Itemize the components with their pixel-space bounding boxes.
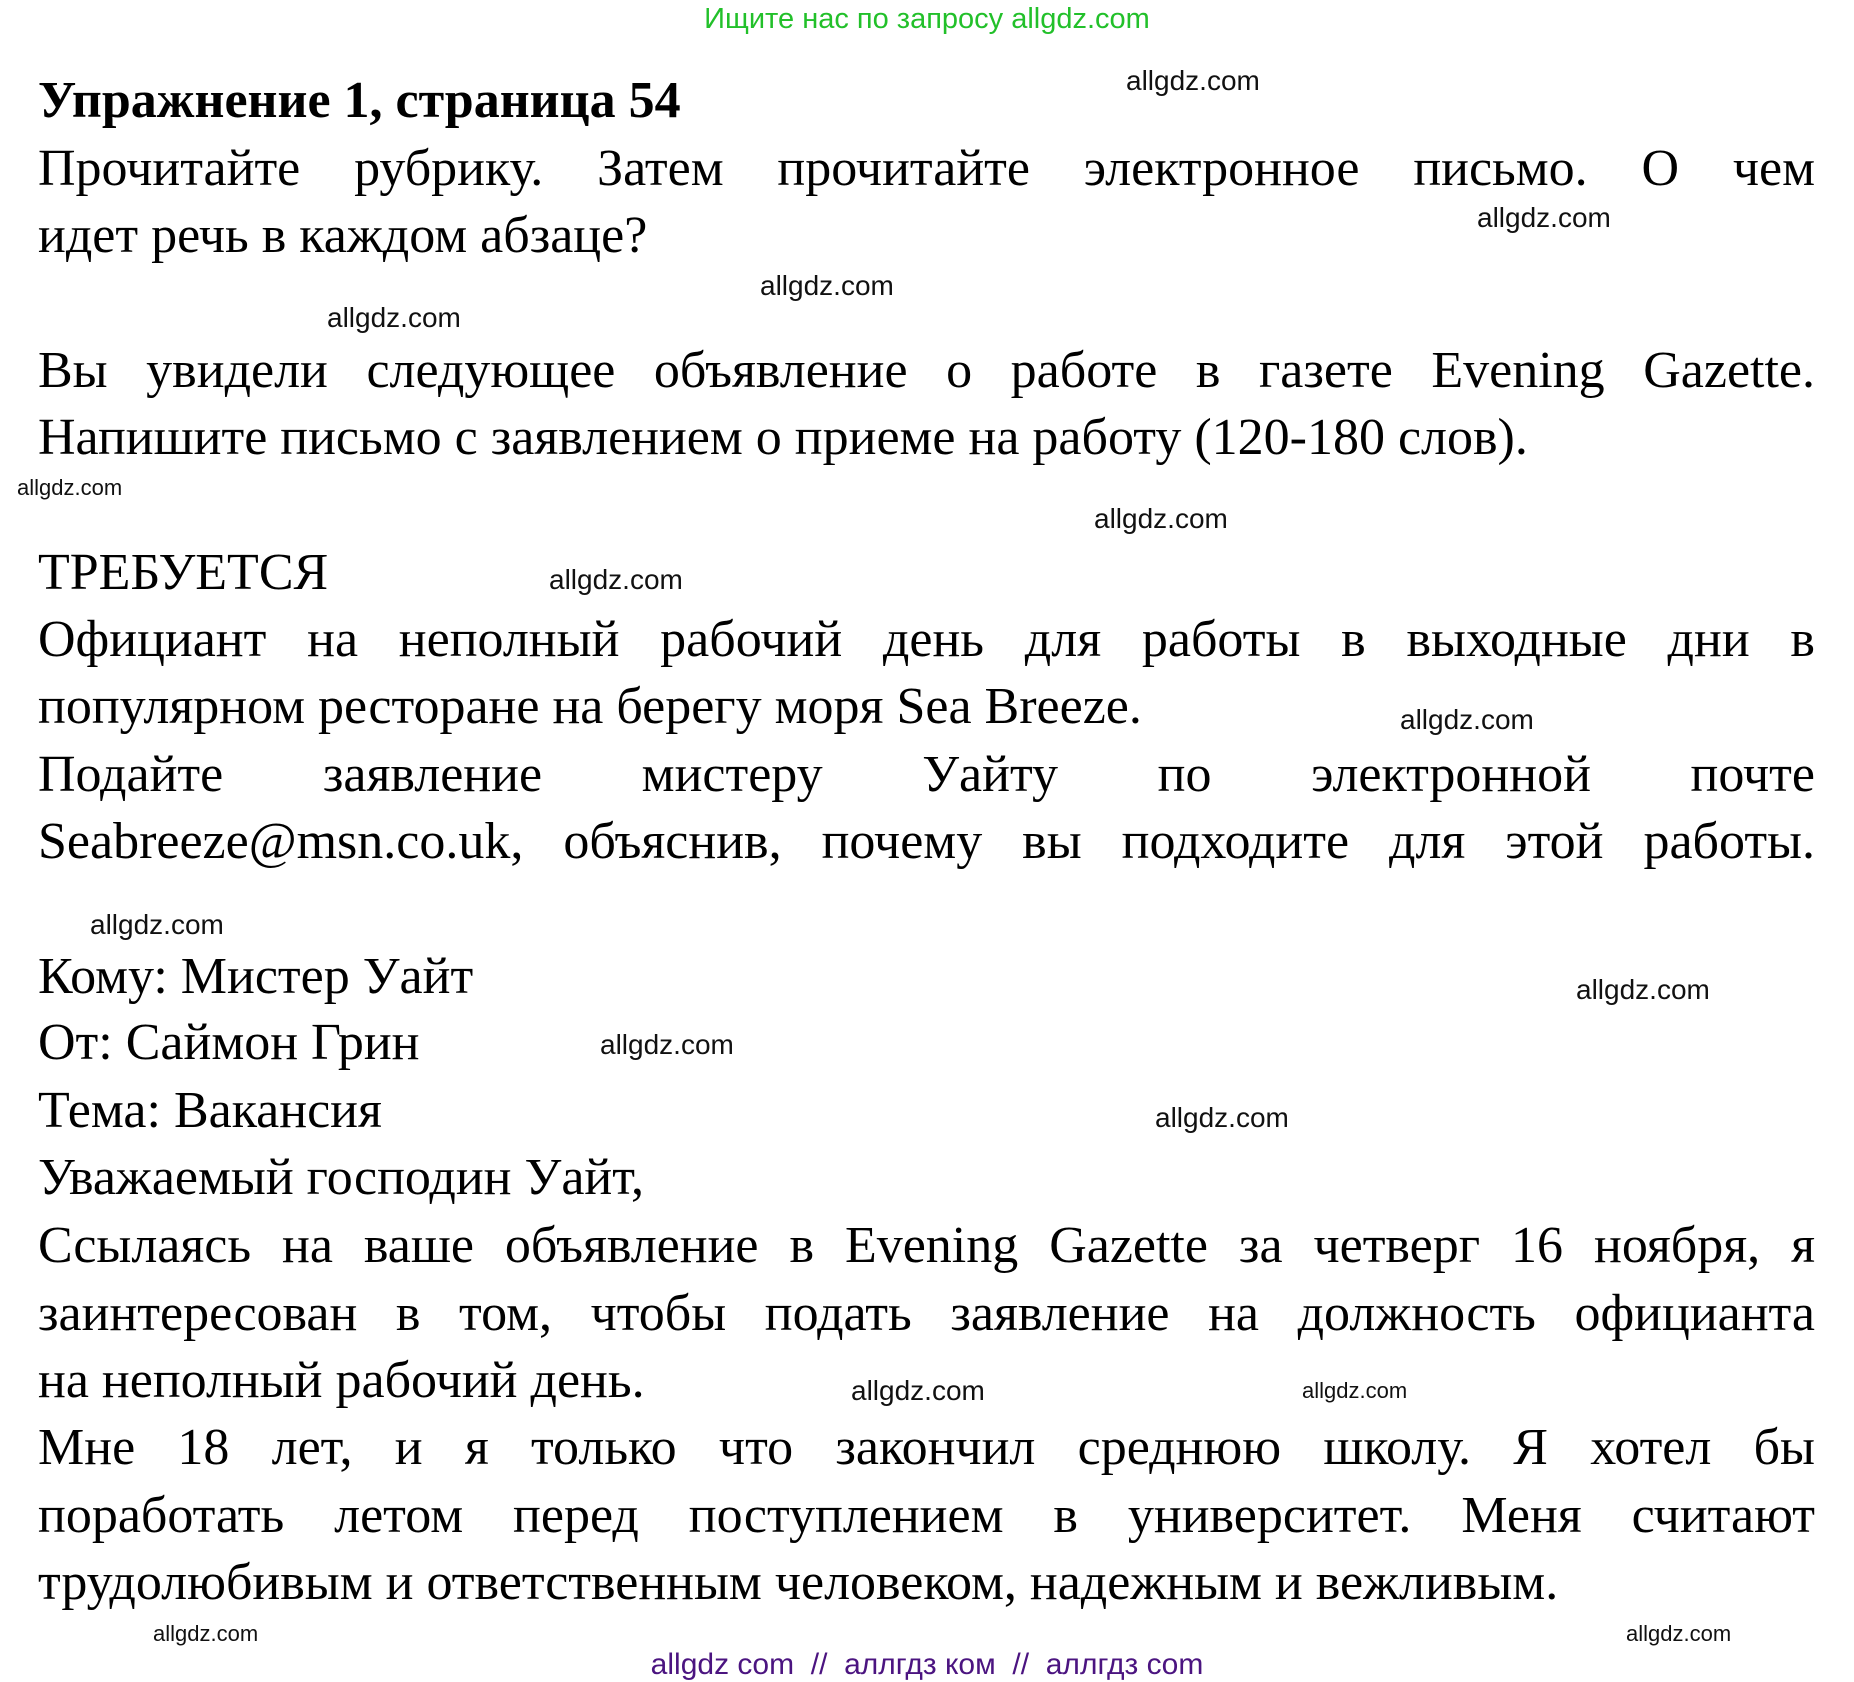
ad-line: популярном ресторане на берегу моря Sea Breeze. xyxy=(38,678,1142,735)
watermark: allgdz.com xyxy=(1400,704,1534,735)
watermark: allgdz.com xyxy=(1576,974,1710,1005)
instruction-line: Прочитайте рубрику. Затем прочитайте электронное письмо. О чем xyxy=(38,140,1815,197)
ad-heading: ТРЕБУЕТСЯ xyxy=(38,544,329,601)
watermark: allgdz.com xyxy=(1477,202,1611,233)
email-body-line: на неполный рабочий день. xyxy=(38,1352,645,1409)
watermark: allgdz.com xyxy=(90,909,224,940)
instruction-line: идет речь в каждом абзаце? xyxy=(38,207,648,264)
email-greeting: Уважаемый господин Уайт, xyxy=(38,1149,645,1206)
email-from: От: Саймон Грин xyxy=(38,1014,420,1071)
watermark: allgdz.com xyxy=(1302,1378,1408,1403)
ad-line: Подайте заявление мистеру Уайту по электронной почте xyxy=(38,746,1815,803)
watermark: allgdz.com xyxy=(17,475,123,500)
email-subject: Тема: Вакансия xyxy=(38,1082,382,1139)
watermark: allgdz.com xyxy=(327,302,461,333)
email-body-line: заинтересован в том, чтобы подать заявление на должность официанта xyxy=(38,1285,1815,1342)
watermark: allgdz.com xyxy=(1094,503,1228,534)
watermark: allgdz.com xyxy=(549,564,683,595)
task-line: Вы увидели следующее объявление о работе в газете Evening Gazette. xyxy=(38,342,1815,399)
watermark: allgdz.com xyxy=(600,1029,734,1060)
search-banner: Ищите нас по запросу allgdz.com xyxy=(704,3,1150,35)
ad-line: Seabreeze@msn.co.uk, объяснив, почему вы подходите для этой работы. xyxy=(38,813,1815,870)
task-line: Напишите письмо с заявлением о приеме на работу (120-180 слов). xyxy=(38,409,1528,466)
watermark: allgdz.com xyxy=(851,1375,985,1406)
watermark: allgdz.com xyxy=(760,270,894,301)
watermark: allgdz.com xyxy=(1626,1621,1732,1646)
watermark: allgdz.com xyxy=(1155,1102,1289,1133)
email-to: Кому: Мистер Уайт xyxy=(38,948,474,1005)
email-body-line: трудолюбивым и ответственным человеком, надежным и вежливым. xyxy=(38,1554,1559,1611)
watermark: allgdz.com xyxy=(153,1621,259,1646)
watermark: allgdz.com xyxy=(1126,65,1260,96)
ad-line: Официант на неполный рабочий день для работы в выходные дни в xyxy=(38,611,1815,668)
page-title: Упражнение 1, страница 54 xyxy=(38,72,681,129)
email-body-line: Мне 18 лет, и я только что закончил среднюю школу. Я хотел бы xyxy=(38,1419,1815,1476)
email-body-line: поработать летом перед поступлением в университет. Меня считают xyxy=(38,1487,1815,1544)
footer-links: allgdz com // аллгдз ком // аллгдз com xyxy=(650,1648,1204,1681)
email-body-line: Ссылаясь на ваше объявление в Evening Gazette за четверг 16 ноября, я xyxy=(38,1217,1815,1274)
